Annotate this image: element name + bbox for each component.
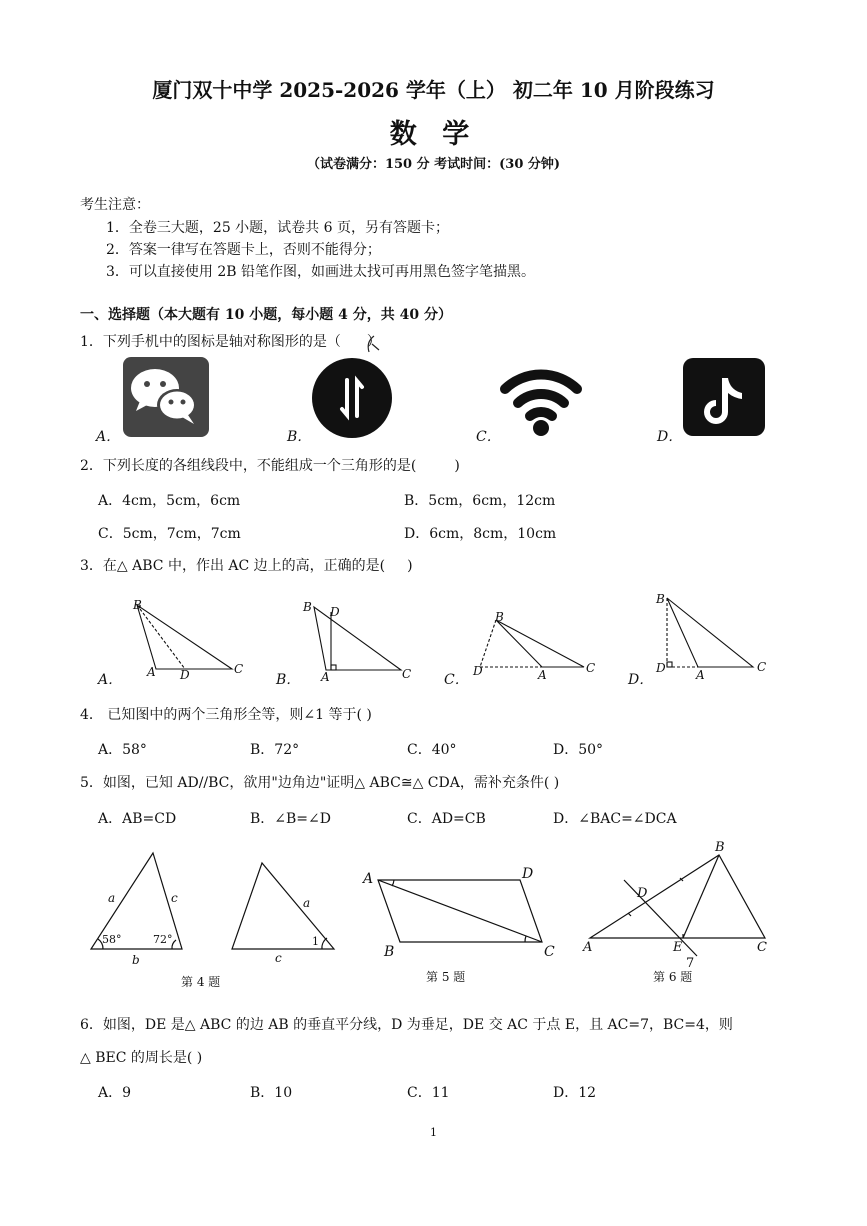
q3d-label: B	[656, 592, 665, 606]
q3-figure-b	[314, 607, 401, 670]
q6-label: E	[673, 940, 683, 955]
wechat-icon	[123, 357, 209, 437]
stem-end: ）	[366, 334, 381, 350]
page-title: 厦门双十中学 2025-2026 学年（上） 初二年 10 月阶段练习	[152, 78, 715, 102]
stem-text: 2．下列长度的各组线段中，不能组成一个三角形的是(	[80, 458, 417, 474]
q3d-label: D	[656, 661, 666, 675]
q4-option-c: C．40°	[407, 742, 457, 758]
q4-label: b	[132, 953, 140, 967]
q2-option-b: B．5cm，6cm，12cm	[404, 493, 556, 509]
subject-title: 数 学	[389, 119, 478, 150]
q6-option-b: B．10	[250, 1085, 293, 1101]
stem-text: 3．在△ ABC 中，作出 AC 边上的高，正确的是(	[80, 558, 386, 574]
q6-option-d: D．12	[553, 1085, 597, 1101]
figure-caption: 第 5 题	[426, 970, 466, 984]
q3b-label: B	[303, 600, 312, 614]
q4-label: 1	[312, 935, 319, 948]
q6-label: D	[637, 886, 648, 901]
handwritten-mark	[368, 336, 379, 352]
q3-figure-c	[480, 620, 584, 667]
question-5-stem: 5．如图，已知 AD//BC，欲用"边角边"证明△ ABC≅△ CDA，需补充条件( )	[80, 775, 560, 791]
q5-label: B	[384, 944, 395, 960]
notice-item: 1．全卷三大题，25 小题，试卷共 6 页，另有答题卡；	[106, 220, 449, 236]
q4-option-b: B．72°	[250, 742, 300, 758]
notice-heading: 考生注意：	[80, 197, 150, 213]
q5-option-b: B．∠B=∠D	[250, 811, 331, 827]
q5-label: A	[363, 871, 374, 887]
q4-label: a	[303, 896, 311, 910]
q1-option-a: A．	[96, 429, 121, 445]
q3-option-b: B．	[276, 672, 301, 688]
q6-label: A	[583, 940, 593, 955]
q1-option-c: C．	[476, 429, 501, 445]
q5-figure	[378, 880, 542, 942]
q3a-label: C	[234, 662, 244, 676]
q3d-label: A	[696, 668, 705, 682]
q2-option-a: A．4cm，5cm，6cm	[98, 493, 241, 509]
stem-text: 1．下列手机中的图标是轴对称图形的是（	[80, 334, 341, 350]
q2-option-c: C．5cm，7cm，7cm	[98, 526, 241, 542]
question-6-stem: 6．如图，DE 是△ ABC 的边 AB 的垂直平分线，D 为垂足，DE 交 AC 于点 E，且 AC=7，BC=4，则	[80, 1017, 733, 1033]
exam-meta: （试卷满分：150 分 考试时间：(30 分钟)	[306, 157, 561, 172]
question-4-stem: 4． 已知图中的两个三角形全等，则∠1 等于( )	[80, 707, 372, 723]
q5-label: C	[544, 944, 555, 960]
q3c-label: A	[538, 668, 547, 682]
stem-end: )	[454, 458, 460, 474]
q6-label: B	[715, 840, 725, 855]
page-number: 1	[430, 1126, 437, 1139]
q3-figure-a	[137, 605, 232, 669]
q3-option-c: C．	[444, 672, 469, 688]
figure-caption: 第 4 题	[181, 975, 221, 989]
q3b-label: D	[330, 605, 340, 619]
q3a-label: A	[147, 665, 156, 679]
q4-label: 58°	[102, 933, 122, 946]
q5-label: D	[522, 866, 534, 882]
q3c-label: D	[473, 664, 483, 678]
q6-label: C	[757, 940, 767, 955]
figure-caption: 第 6 题	[653, 970, 693, 984]
q3-figure-d	[667, 598, 753, 667]
section-heading: 一、选择题（本大题有 10 小题，每小题 4 分，共 40 分）	[80, 307, 452, 323]
q6-option-c: C．11	[407, 1085, 450, 1101]
q6-option-a: A．9	[98, 1085, 132, 1101]
q5-option-d: D．∠BAC=∠DCA	[553, 811, 677, 827]
notice-item: 2．答案一律写在答题卡上，否则不能得分；	[106, 242, 381, 258]
q4-label: 72°	[153, 933, 173, 946]
stem-end: )	[407, 558, 413, 574]
q3-option-a: A．	[98, 672, 123, 688]
tiktok-icon	[683, 358, 765, 436]
wifi-icon	[505, 375, 577, 436]
q4-label: c	[275, 951, 282, 965]
q3a-label: D	[180, 668, 190, 682]
q3b-label: C	[402, 667, 412, 681]
q5-option-a: A．AB=CD	[98, 811, 177, 827]
q3c-label: B	[495, 610, 504, 624]
q4-label: c	[171, 891, 178, 905]
q4-label: a	[108, 891, 116, 905]
q3b-label: A	[321, 670, 330, 684]
q5-option-c: C．AD=CB	[407, 811, 486, 827]
notice-item: 3．可以直接使用 2B 铅笔作图，如画进太找可再用黑色签字笔描黑。	[106, 264, 536, 280]
question-6-stem-line2: △ BEC 的周长是( )	[80, 1050, 203, 1066]
q1-option-b: B．	[287, 429, 312, 445]
q1-option-d: D．	[657, 429, 683, 445]
q6-handwritten-label: 7	[686, 956, 695, 971]
q3c-label: C	[586, 661, 596, 675]
q3d-label: C	[757, 660, 767, 674]
q3-option-d: D．	[628, 672, 654, 688]
q4-option-a: A．58°	[98, 742, 147, 758]
q3a-label: B	[133, 598, 142, 612]
transfer-icon	[312, 358, 392, 438]
q2-option-d: D．6cm，8cm，10cm	[404, 526, 557, 542]
q4-option-d: D．50°	[553, 742, 604, 758]
